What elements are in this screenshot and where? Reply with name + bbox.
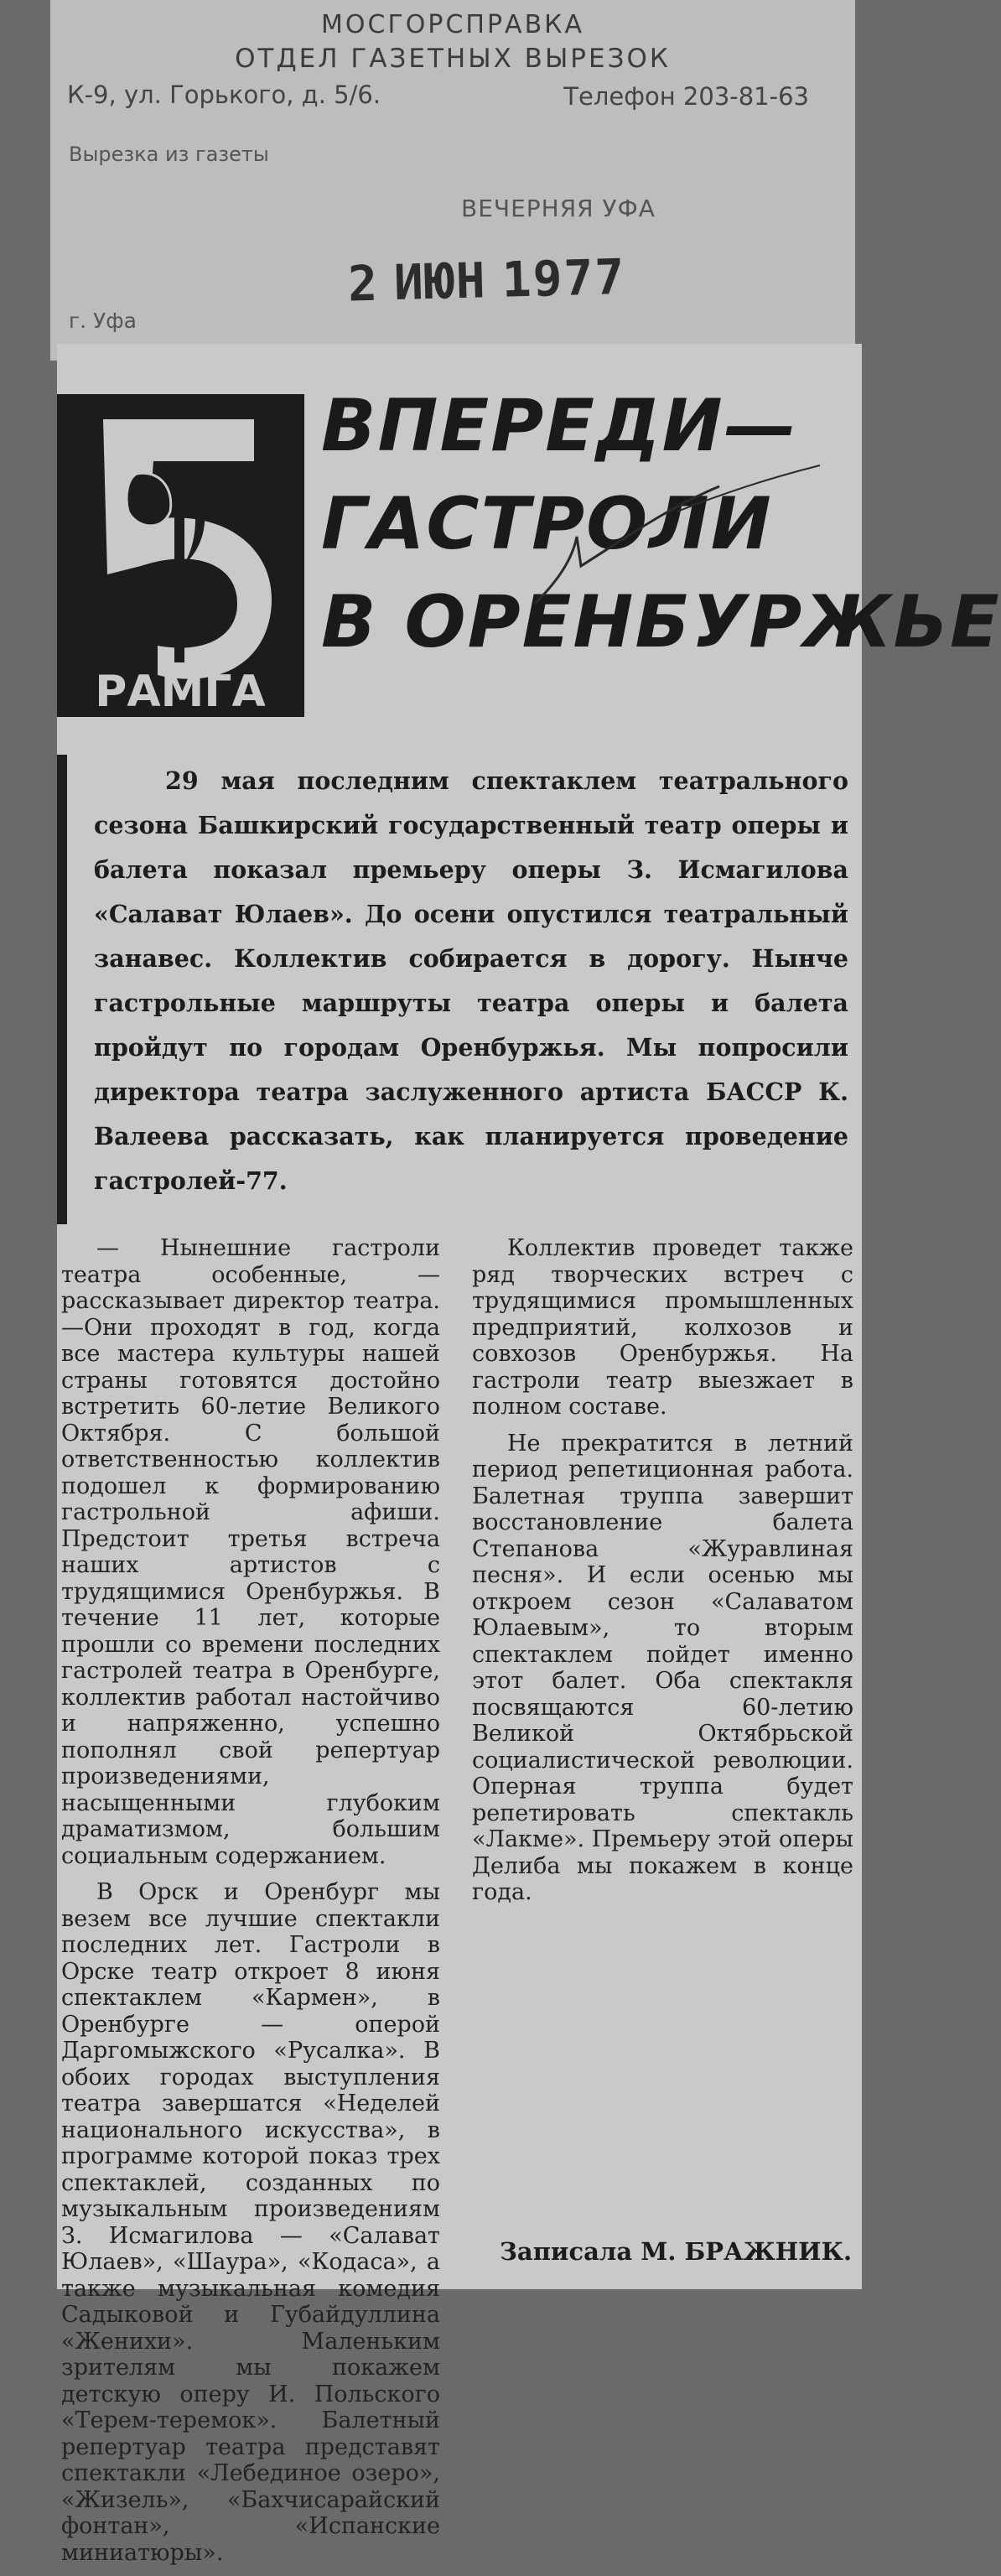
- logo-text: РАМГА: [95, 667, 266, 717]
- headline-line-2: ГАСТРОЛИ: [321, 482, 773, 566]
- handwritten-mark: [526, 461, 845, 612]
- column-left: [61, 1235, 440, 2576]
- stamp-day: 2: [347, 254, 380, 313]
- paragraph: Коллектив проведет также ряд творческих встреч с трудящимися промышленных предприятий, колхозов и совхозов Оренбуржья. На гастроли театр выезжает в полном составе.: [472, 1235, 853, 1420]
- theatre-logo: [57, 394, 304, 717]
- paragraph: В Орск и Оренбург мы везем все лучшие спектакли последних лет. Гастроли в Орске театр откроет 8 июня спектаклем «Кармен», в Оренбурге — оперой Даргомыжского «Русалка». В обоих городах выступления театра завершатся «Неделей национального искусства», в программе которой показ трех спектаклей, созданных по музыкальным произведениям З. Исмагилова — «Салават Юлаев», «Шаура», «Кодаса», а также музыкальная комедия Садыковой и Губайдуллина «Женихи». Маленьким зрителям мы покажем детскую оперу И. Польского «Терем-теремок». Балетный репертуар театра представят спектакли «Лебединое озеро», «Жизель», «Бахчисарайский фонтан», «Испанские миниатюры».: [61, 1879, 440, 2566]
- address: К-9, ул. Горького, д. 5/6.: [67, 80, 381, 109]
- lead-paragraph: [94, 759, 848, 1203]
- paragraph: — Нынешние гастроли театра особенные, — рассказывает директор театра. —Они проходят в год, когда все мастера культуры нашей страны готовятся достойно встретить 60-летие Великого Октября. С большой ответственностью коллектив подошел к формированию гастрольной афиши. Предстоит третья встреча наших артистов с трудящимися Оренбуржья. В течение 11 лет, которые прошли со времени последних гастролей театра в Оренбурге, коллектив работал настойчиво и напряженно, успешно пополнял свой репертуар произведениями, насыщенными глубоким драматизмом, большим социальным содержанием.: [61, 1235, 440, 1869]
- stamp-month: ИЮН: [393, 252, 488, 312]
- headline-line-1: ВПЕРЕДИ—: [321, 384, 798, 468]
- lead-rule: [57, 755, 67, 1224]
- stamp-year: 1977: [500, 247, 627, 309]
- clipping-label: Вырезка из газеты: [69, 143, 269, 166]
- newspaper-clipping: [57, 344, 1001, 2566]
- clipping-service-card: [50, 0, 855, 361]
- lead-text: 29 мая последним спектаклем театрального сезона Башкирский государственный театр оперы и балета показал премьеру оперы З. Исмагилова «Салават Юлаев». До осени опустился театральный занавес. Коллектив собирается в дорогу. Нынче гастрольные маршруты театра оперы и балета пройдут по городам Оренбуржья. Мы попросили директора театра заслуженного артиста БАССР К. Валеева рассказать, как планируется проведение гастролей-77.: [94, 766, 848, 1195]
- phone: Телефон 203-81-63: [563, 82, 809, 111]
- city: г. Уфа: [69, 309, 137, 333]
- column-right: [472, 1235, 853, 1916]
- headline-line-3: В ОРЕНБУРЖЬЕ: [321, 580, 1001, 664]
- organization-name: МОСГОРСПРАВКА: [321, 10, 584, 39]
- newspaper-name: ВЕЧЕРНЯЯ УФА: [461, 195, 656, 222]
- paragraph: Не прекратится в летний период репетиционная работа. Балетная труппа завершит восстановление балета Степанова «Журавлиная песня». И если осенью мы откроем сезон «Салаватом Юлаевым», то вторым спектаклем пойдет именно этот балет. Оба спектакля посвящаются 60-летию Великой Октябрьской социалистической революции. Оперная труппа будет репетировать спектакль «Лакме». Премьеру этой оперы Делиба мы покажем в конце года.: [472, 1430, 853, 1905]
- date-stamp: [347, 247, 641, 312]
- author-signature: Записала М. БРАЖНИК.: [500, 2237, 853, 2266]
- department-name: ОТДЕЛ ГАЗЕТНЫХ ВЫРЕЗОК: [235, 44, 671, 74]
